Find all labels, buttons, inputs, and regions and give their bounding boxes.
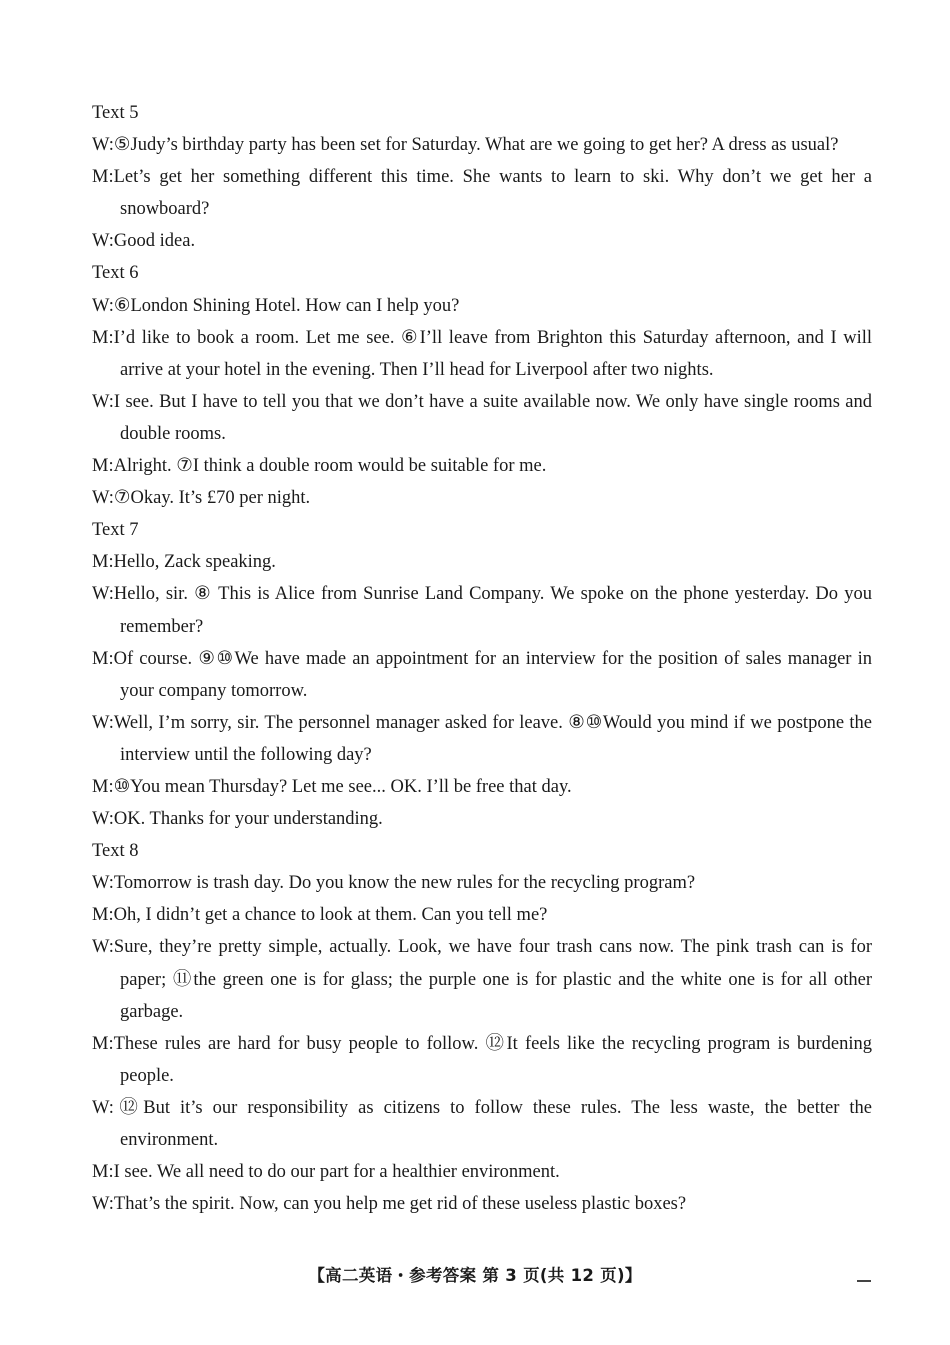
dialogue-line: W:Tomorrow is trash day. Do you know the new rules for the recycling program? [92, 873, 696, 894]
dialogue-line: M:I’d like to book a room. Let me see. ⑥I’ll leave from Brighton this Saturday afternoon, and I will arrive at your hotel in the evening. Then I’ll head for Liverpool after two nights. [92, 327, 872, 380]
dialogue-line: W:That’s the spirit. Now, can you help me get rid of these useless plastic boxes? [92, 1194, 687, 1215]
dialogue-line: W:Sure, they’re pretty simple, actually. Look, we have four trash cans now. The pink trash can is for paper; ⑪the green one is for glass; the purple one is for plastic and the white one is for all other garbage. [92, 937, 872, 1022]
dialogue-line: M:These rules are hard for busy people to follow. ⑫It feels like the recycling program is burdening people. [92, 1033, 872, 1086]
dialogue-line: W:⑦Okay. It’s £70 per night. [92, 488, 311, 509]
dialogue-line: W:⑤Judy’s birthday party has been set for Saturday. What are we going to get her? A dress as usual? [92, 135, 839, 156]
section-heading: Text 5 [92, 103, 139, 123]
dialogue-line: M:Hello, Zack speaking. [92, 552, 276, 573]
transcript-body [92, 97, 872, 1220]
dialogue-line: W:⑫But it’s our responsibility as citizens to follow these rules. The less waste, the better the environment. [92, 1097, 872, 1150]
dialogue-line: M:I see. We all need to do our part for a healthier environment. [92, 1162, 560, 1183]
dialogue-line: M:Oh, I didn’t get a chance to look at them. Can you tell me? [92, 905, 548, 926]
dialogue-line: M:Alright. ⑦I think a double room would be suitable for me. [92, 456, 547, 477]
page-footer: 【高二英语・参考答案 第 3 页(共 12 页)】 [308, 1266, 642, 1285]
dialogue-line: W:Hello, sir. ⑧ This is Alice from Sunrise Land Company. We spoke on the phone yesterday. Do you remember? [92, 584, 872, 637]
dialogue-line: W:⑥London Shining Hotel. How can I help you? [92, 295, 460, 316]
dialogue-line: M:Let’s get her something different this time. She wants to learn to ski. Why don’t we get her a snowboard? [92, 167, 872, 220]
dialogue-line: W:I see. But I have to tell you that we don’t have a suite available now. We only have single rooms and double rooms. [92, 391, 872, 444]
dialogue-line: M:⑩You mean Thursday? Let me see... OK. I’ll be free that day. [92, 776, 572, 797]
dialogue-line: M:Of course. ⑨⑩We have made an appointment for an interview for the position of sales manager in your company tomorrow. [92, 648, 872, 701]
corner-mark [857, 1280, 871, 1282]
section-heading: Text 7 [92, 520, 139, 541]
dialogue-line: W:Well, I’m sorry, sir. The personnel manager asked for leave. ⑧⑩Would you mind if we postpone the interview until the following day? [92, 712, 872, 765]
section-heading: Text 6 [92, 263, 139, 284]
section-heading: Text 8 [92, 841, 139, 862]
dialogue-line: W:Good idea. [92, 231, 196, 252]
dialogue-line: W:OK. Thanks for your understanding. [92, 809, 383, 830]
